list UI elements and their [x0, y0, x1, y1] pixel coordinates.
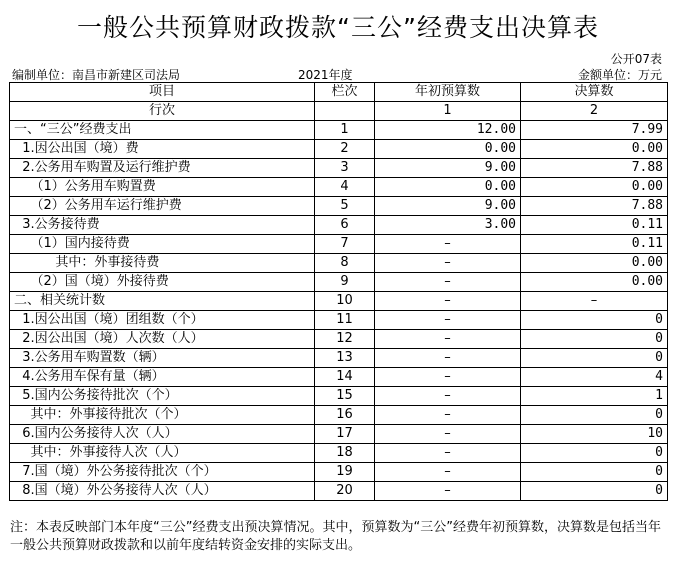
- row-item: 其中：外事接待批次（个）: [10, 406, 315, 425]
- table-row: [10, 444, 668, 463]
- table-row: [10, 254, 668, 273]
- row-budget: –: [375, 292, 521, 311]
- table-row: [10, 273, 668, 292]
- row-budget: –: [375, 368, 521, 387]
- expenditure-table: [9, 82, 668, 501]
- row-item: （1）国内接待费: [10, 235, 315, 254]
- row-actual: –: [521, 292, 668, 311]
- row-budget: –: [375, 387, 521, 406]
- row-item: 6.国内公务接待人次（人）: [10, 425, 315, 444]
- row-no: 13: [315, 349, 375, 368]
- row-actual: 0: [521, 463, 668, 482]
- row-item: 5.国内公务接待批次（个）: [10, 387, 315, 406]
- row-item: 其中：外事接待人次（人）: [10, 444, 315, 463]
- row-no: 5: [315, 197, 375, 216]
- row-actual: 0: [521, 482, 668, 501]
- table-row: [10, 159, 668, 178]
- row-budget: 0.00: [375, 140, 521, 159]
- table-row: [10, 140, 668, 159]
- row-actual: 7.88: [521, 197, 668, 216]
- table-header-row: [10, 83, 668, 102]
- form-code: 公开07表: [610, 52, 662, 66]
- table-row: [10, 463, 668, 482]
- header-budget: 年初预算数: [375, 83, 521, 102]
- row-item: 4.公务用车保有量（辆）: [10, 368, 315, 387]
- row-actual: 7.88: [521, 159, 668, 178]
- row-item: 1.因公出国（境）费: [10, 140, 315, 159]
- row-actual: 4: [521, 368, 668, 387]
- row-actual: 7.99: [521, 121, 668, 140]
- row-item: 2.公务用车购置及运行维护费: [10, 159, 315, 178]
- row-actual: 0.00: [521, 273, 668, 292]
- row-actual: 0.00: [521, 178, 668, 197]
- row-no: 20: [315, 482, 375, 501]
- row-budget: 3.00: [375, 216, 521, 235]
- table-row: [10, 368, 668, 387]
- row-no: 4: [315, 178, 375, 197]
- row-actual: 0: [521, 349, 668, 368]
- row-no: 11: [315, 311, 375, 330]
- row-budget: –: [375, 349, 521, 368]
- table-row: [10, 330, 668, 349]
- row-item: （1）公务用车购置费: [10, 178, 315, 197]
- table-row: [10, 425, 668, 444]
- row-no: 19: [315, 463, 375, 482]
- row-no: 8: [315, 254, 375, 273]
- row-no: 9: [315, 273, 375, 292]
- money-unit-label: 金额单位：万元: [577, 68, 662, 82]
- table-row: [10, 482, 668, 501]
- row-item: 1.因公出国（境）团组数（个）: [10, 311, 315, 330]
- row-actual: 0: [521, 444, 668, 463]
- page-title: 一般公共预算财政拨款“三公”经费支出决算表: [77, 13, 599, 42]
- row-no: 3: [315, 159, 375, 178]
- footnote: 注：本表反映部门本年度“三公”经费支出预决算情况。其中，预算数为“三公”经费年初预算数，决算数是包括当年一般公共预算财政拨款和以前年度结转资金安排的实际支出。: [10, 520, 661, 553]
- table-row: [10, 197, 668, 216]
- subheader-actual: 2: [521, 102, 668, 121]
- table-row: [10, 178, 668, 197]
- row-item: 3.公务用车购置数（辆）: [10, 349, 315, 368]
- row-actual: 0: [521, 406, 668, 425]
- row-actual: 0.00: [521, 254, 668, 273]
- table-subheader-row: [10, 102, 668, 121]
- row-actual: 0.11: [521, 235, 668, 254]
- row-budget: –: [375, 273, 521, 292]
- row-no: 16: [315, 406, 375, 425]
- row-item: 7.国（境）外公务接待批次（个）: [10, 463, 315, 482]
- table-row: [10, 235, 668, 254]
- row-item: 二、相关统计数: [10, 292, 315, 311]
- row-no: 10: [315, 292, 375, 311]
- row-budget: 9.00: [375, 159, 521, 178]
- row-budget: –: [375, 482, 521, 501]
- row-budget: –: [375, 330, 521, 349]
- table-row: [10, 311, 668, 330]
- row-budget: –: [375, 444, 521, 463]
- row-actual: 1: [521, 387, 668, 406]
- table-row: [10, 406, 668, 425]
- row-item: 其中：外事接待费: [10, 254, 315, 273]
- row-budget: –: [375, 311, 521, 330]
- row-item: 3.公务接待费: [10, 216, 315, 235]
- row-actual: 0.11: [521, 216, 668, 235]
- year-label: 2021年度: [298, 68, 353, 82]
- row-actual: 0.00: [521, 140, 668, 159]
- row-item: 一、“三公”经费支出: [10, 121, 315, 140]
- row-no: 17: [315, 425, 375, 444]
- header-actual: 决算数: [521, 83, 668, 102]
- row-no: 15: [315, 387, 375, 406]
- subheader-budget: 1: [375, 102, 521, 121]
- row-actual: 0: [521, 330, 668, 349]
- table-row: [10, 121, 668, 140]
- row-budget: –: [375, 463, 521, 482]
- table-row: [10, 349, 668, 368]
- row-no: 2: [315, 140, 375, 159]
- subheader-item: 行次: [10, 102, 315, 121]
- row-budget: –: [375, 425, 521, 444]
- row-budget: –: [375, 235, 521, 254]
- row-item: （2）国（境）外接待费: [10, 273, 315, 292]
- table-row: [10, 387, 668, 406]
- row-item: 8.国（境）外公务接待人次（人）: [10, 482, 315, 501]
- row-budget: 0.00: [375, 178, 521, 197]
- row-no: 6: [315, 216, 375, 235]
- table-row: [10, 292, 668, 311]
- table-row: [10, 216, 668, 235]
- row-budget: 12.00: [375, 121, 521, 140]
- row-budget: –: [375, 406, 521, 425]
- row-budget: 9.00: [375, 197, 521, 216]
- row-item: 2.因公出国（境）人次数（人）: [10, 330, 315, 349]
- row-item: （2）公务用车运行维护费: [10, 197, 315, 216]
- row-budget: –: [375, 254, 521, 273]
- header-no: 栏次: [315, 83, 375, 102]
- unit-label: 编制单位：南昌市新建区司法局: [12, 68, 181, 82]
- row-no: 1: [315, 121, 375, 140]
- row-no: 18: [315, 444, 375, 463]
- row-no: 7: [315, 235, 375, 254]
- subheader-no: [315, 102, 375, 121]
- row-actual: 0: [521, 311, 668, 330]
- row-actual: 10: [521, 425, 668, 444]
- header-item: 项目: [10, 83, 315, 102]
- row-no: 12: [315, 330, 375, 349]
- row-no: 14: [315, 368, 375, 387]
